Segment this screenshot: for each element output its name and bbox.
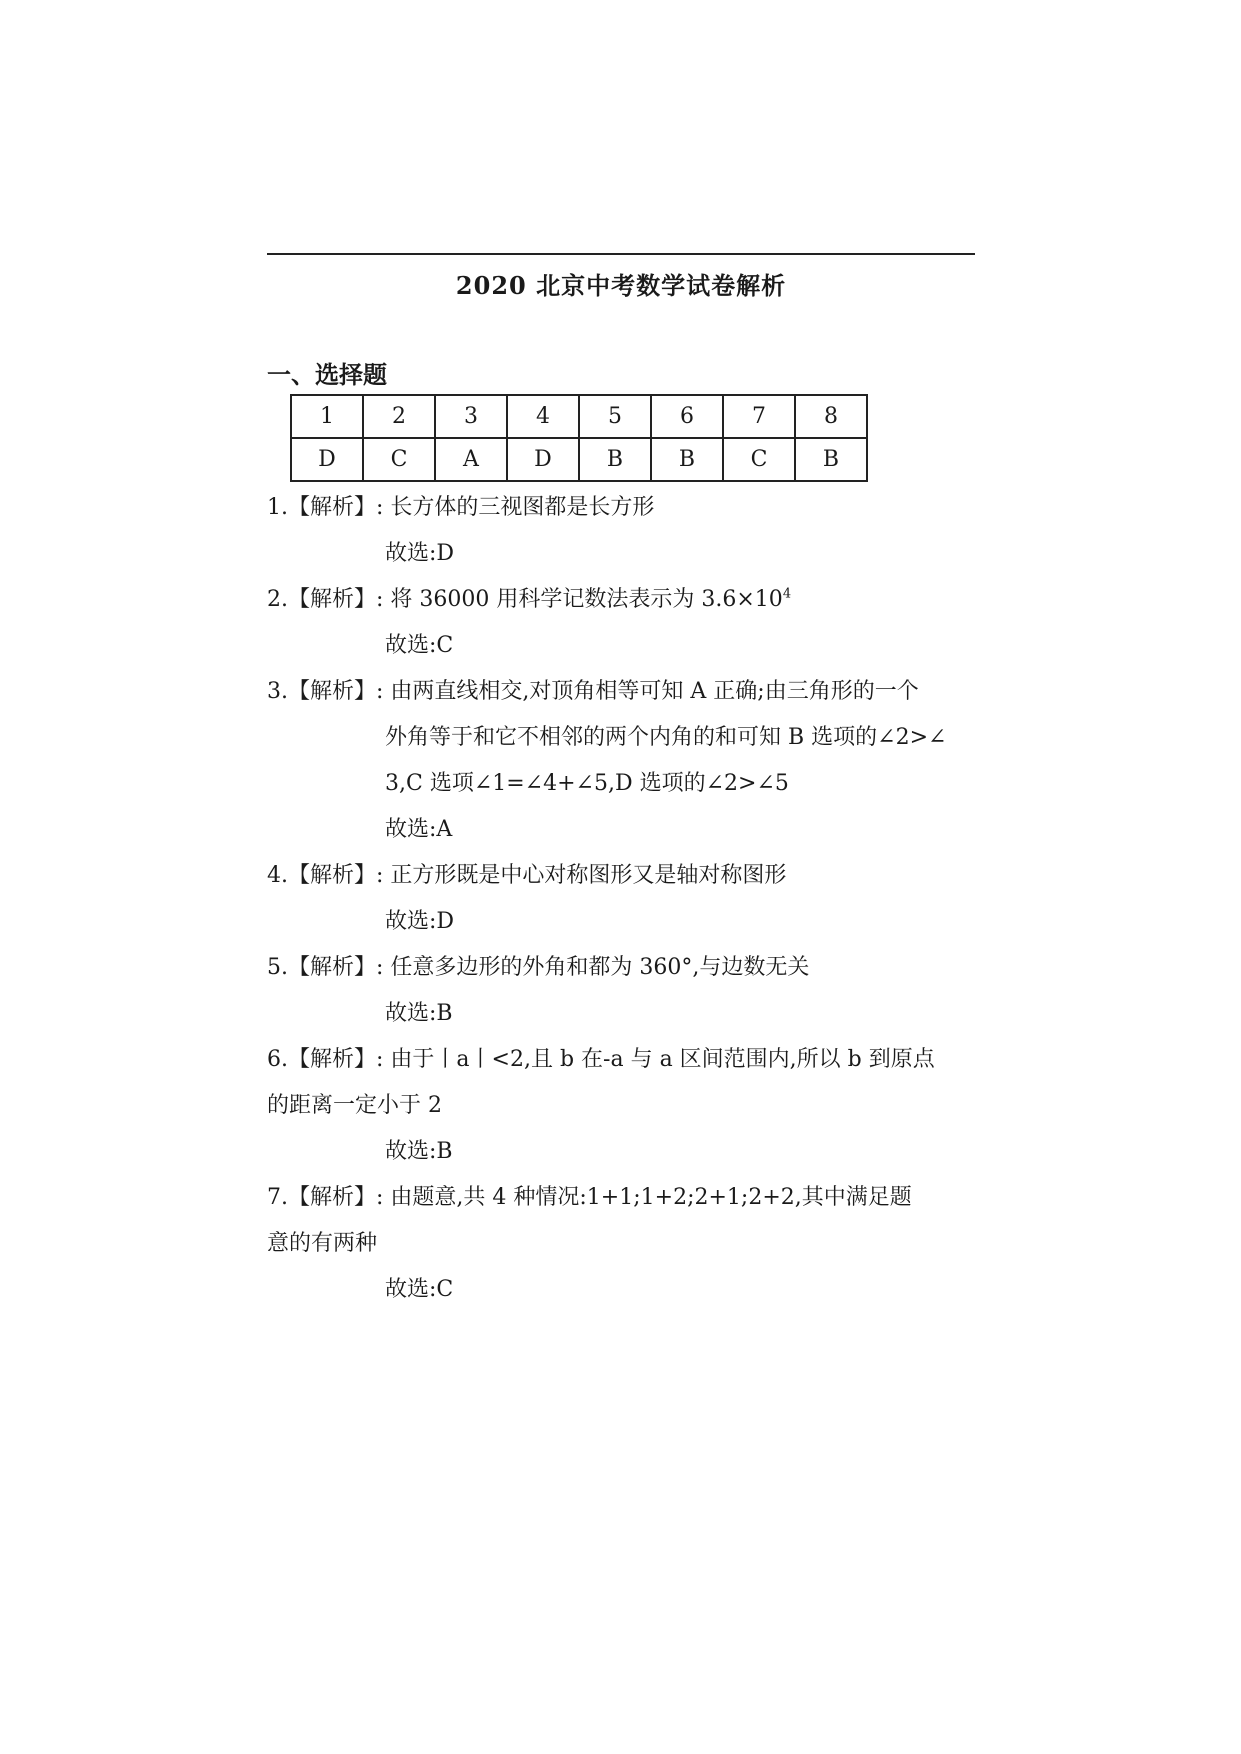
item-number: 6. <box>267 1047 288 1072</box>
analysis-item-2 <box>267 582 791 613</box>
answer-choice: 故选:C <box>385 1277 454 1302</box>
analysis-text: 由于丨a丨<2,且 b 在-a 与 a 区间范围内,所以 b 到原点 <box>390 1047 935 1072</box>
item-number: 7. <box>267 1185 288 1210</box>
analysis-text-continued: 的距离一定小于 2 <box>267 1093 442 1118</box>
analysis-text-continued: 3,C 选项∠1=∠4+∠5,D 选项的∠2>∠5 <box>385 771 789 796</box>
analysis-text: 正方形既是中心对称图形又是轴对称图形 <box>390 863 787 888</box>
analysis-tag: 【解析】: <box>288 1047 384 1072</box>
header-rule <box>267 253 975 255</box>
item-number: 5. <box>267 955 288 980</box>
analysis-tag: 【解析】: <box>288 495 384 520</box>
answer-choice: 故选:B <box>385 1001 453 1026</box>
exponent: 4 <box>782 586 792 602</box>
item-number: 2. <box>267 587 288 612</box>
item-number: 4. <box>267 863 288 888</box>
answer-cell: A <box>435 438 507 481</box>
answer-table-number-row <box>291 395 867 438</box>
analysis-item-1 <box>267 490 654 521</box>
analysis-item-5 <box>267 950 809 981</box>
analysis-text: 任意多边形的外角和都为 360°,与边数无关 <box>390 955 810 980</box>
analysis-item-3 <box>267 674 919 705</box>
analysis-text-continued: 意的有两种 <box>267 1231 378 1256</box>
analysis-item-4 <box>267 858 786 889</box>
question-number-cell: 2 <box>363 395 435 438</box>
answer-choice: 故选:D <box>385 909 455 934</box>
analysis-item-7 <box>267 1180 912 1211</box>
item-number: 3. <box>267 679 288 704</box>
answer-choice: 故选:B <box>385 1139 453 1164</box>
answer-cell: C <box>363 438 435 481</box>
answer-cell: C <box>723 438 795 481</box>
analysis-tag: 【解析】: <box>288 955 384 980</box>
analysis-tag: 【解析】: <box>288 1185 384 1210</box>
question-number-cell: 1 <box>291 395 363 438</box>
item-number: 1. <box>267 495 288 520</box>
answer-table-answer-row <box>291 438 867 481</box>
answer-choice: 故选:D <box>385 541 455 566</box>
analysis-text: 由题意,共 4 种情况:1+1;1+2;2+1;2+2,其中满足题 <box>390 1185 912 1210</box>
answer-cell: B <box>651 438 723 481</box>
analysis-tag: 【解析】: <box>288 863 384 888</box>
question-number-cell: 8 <box>795 395 867 438</box>
analysis-text-continued: 外角等于和它不相邻的两个内角的和可知 B 选项的∠2>∠ <box>385 725 947 750</box>
question-number-cell: 4 <box>507 395 579 438</box>
answer-choice: 故选:C <box>385 633 454 658</box>
answer-cell: D <box>291 438 363 481</box>
answer-cell: B <box>579 438 651 481</box>
question-number-cell: 7 <box>723 395 795 438</box>
page-title: 2020 北京中考数学试卷解析 <box>455 271 787 300</box>
analysis-tag: 【解析】: <box>288 679 384 704</box>
analysis-item-6 <box>267 1042 935 1073</box>
analysis-text: 由两直线相交,对顶角相等可知 A 正确;由三角形的一个 <box>390 679 919 704</box>
answer-table <box>290 394 868 482</box>
section-heading: 一、选择题 <box>267 360 387 389</box>
analysis-tag: 【解析】: <box>288 587 384 612</box>
analysis-text: 长方体的三视图都是长方形 <box>390 495 655 520</box>
question-number-cell: 6 <box>651 395 723 438</box>
question-number-cell: 5 <box>579 395 651 438</box>
question-number-cell: 3 <box>435 395 507 438</box>
analysis-text: 将 36000 用科学记数法表示为 3.6×10 <box>390 587 783 612</box>
answer-cell: D <box>507 438 579 481</box>
answer-choice: 故选:A <box>385 817 453 842</box>
answer-cell: B <box>795 438 867 481</box>
